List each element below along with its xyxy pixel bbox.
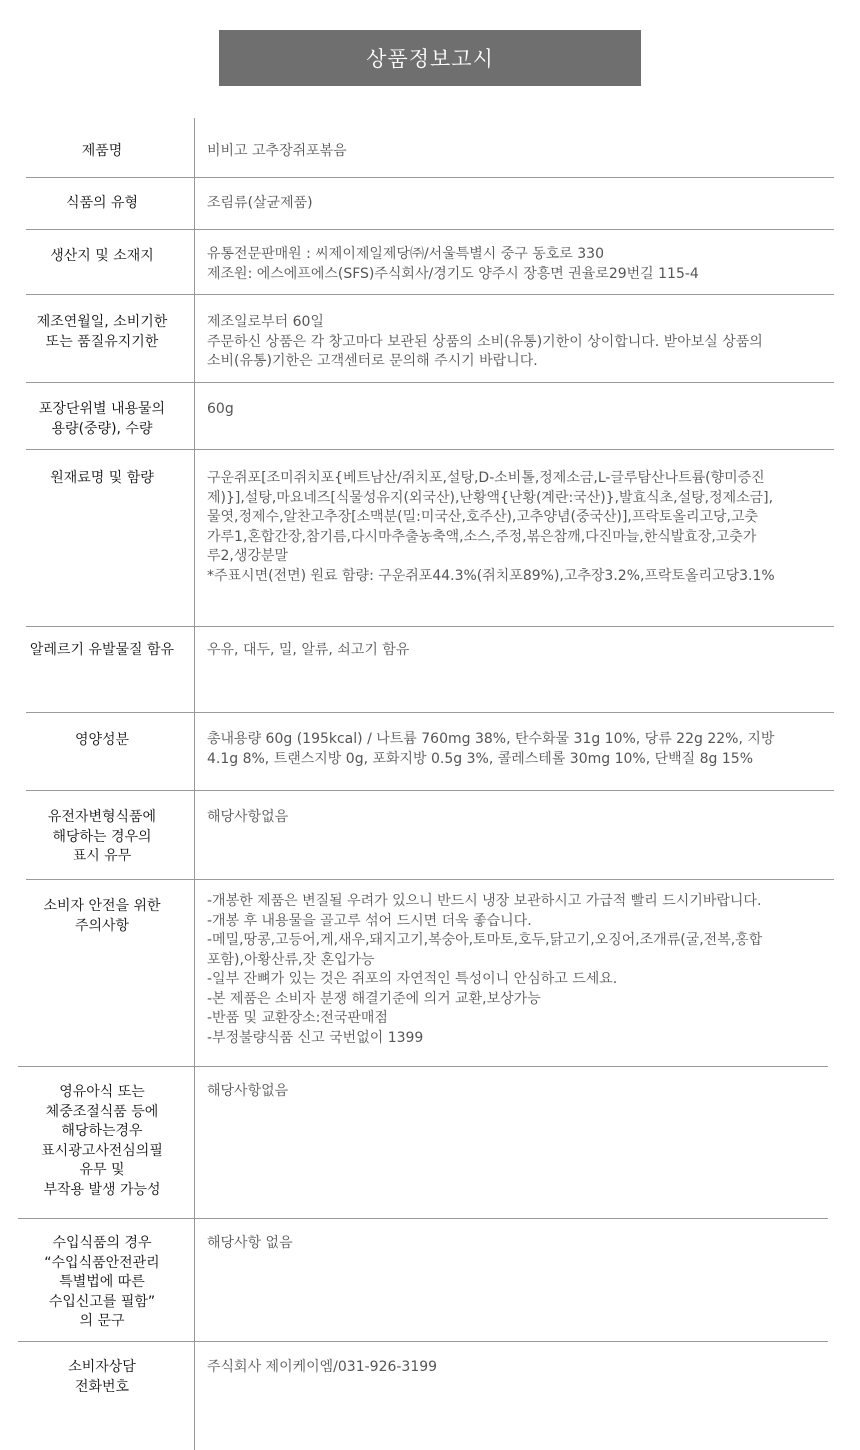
row-value-product-name: 비비고 고추장쥐포볶음 xyxy=(207,143,347,159)
row-divider xyxy=(18,1218,828,1219)
row-divider xyxy=(26,879,834,880)
row-value-gmo: 해당사항없음 xyxy=(207,809,289,825)
row-value-food-type: 조림류(살균제품) xyxy=(207,195,313,211)
row-divider xyxy=(26,294,834,295)
row-label-nutrition: 영양성분 xyxy=(74,732,130,748)
row-label-ingredients: 원재료명 및 함량 xyxy=(50,470,154,486)
row-divider xyxy=(26,449,834,450)
row-label-origin: 생산지 및 소재지 xyxy=(50,248,154,264)
row-label-food-type: 식품의 유형 xyxy=(65,195,139,211)
row-value-infant-diet: 해당사항없음 xyxy=(207,1083,289,1099)
row-divider xyxy=(18,1341,828,1342)
row-value-origin: 유통전문판매원 : 씨제이제일제당㈜/서울특별시 중구 동호로 330 제조원: 에스에프에스(SFS)주식회사/경기도 양주시 장흥면 권율로29번길 115-4 xyxy=(207,246,699,282)
column-divider xyxy=(194,118,195,1450)
row-divider xyxy=(18,1066,828,1067)
row-label-capacity: 포장단위별 내용물의 용량(중량), 수량 xyxy=(38,401,166,437)
row-divider xyxy=(26,229,834,230)
row-value-capacity: 60g xyxy=(207,401,234,417)
row-divider xyxy=(26,177,834,178)
row-value-nutrition: 총내용량 60g (195kcal) / 나트륨 760mg 38%, 탄수화물 31g 10%, 당류 22g 22%, 지방 4.1g 8%, 트랜스지방 0g, 포화지방 0.5g 3%, 콜레스테롤 30mg 10%, 단백질 8g 15% xyxy=(207,731,775,767)
row-label-allergens: 알레르기 유발물질 함유 xyxy=(29,642,175,658)
row-divider xyxy=(26,626,834,627)
row-label-infant-diet: 영유아식 또는 체중조절식품 등에 해당하는경우 표시광고사전심의필 유무 및 부작용 발생 가능성 xyxy=(41,1084,163,1198)
row-label-import: 수입식품의 경우 “수입식품안전관리 특별법에 따른 수입신고를 필함” 의 문구 xyxy=(44,1235,160,1329)
row-value-expiry: 제조일로부터 60일 주문하신 상품은 각 창고마다 보관된 상품의 소비(유통)기한이 상이합니다. 받아보실 상품의 소비(유통)기한은 고객센터로 문의해 주시기 바랍니다. xyxy=(207,314,763,369)
row-label-product-name: 제품명 xyxy=(81,143,123,159)
page-title: 상품정보고시 xyxy=(219,30,641,86)
row-value-safety: -개봉한 제품은 변질될 우려가 있으니 반드시 냉장 보관하시고 가급적 빨리 드시기바랍니다. -개봉 후 내용물을 골고루 섞어 드시면 더욱 좋습니다. -메밀,땅콩,고등어,게,새우,돼지고기,복숭아,토마토,호두,닭고기,오징어,조개류(굴,전복,홍합 포함),아황산류,잣 혼입가능 -일부 잔뼈가 있는 것은 쥐포의 자연적인 특성이니 안심하고 드세요. -본 제품은 소비자 분쟁 해결기준에 의거 교환,보상가능 -반품 및 교환장소:전국판매점 -부정불량식품 신고 국번없이 1399 xyxy=(207,893,763,1046)
row-value-contact: 주식회사 제이케이엠/031-926-3199 xyxy=(207,1359,438,1375)
row-value-allergens: 우유, 대두, 밀, 알류, 쇠고기 함유 xyxy=(207,642,410,658)
row-value-import: 해당사항 없음 xyxy=(207,1235,293,1251)
row-label-expiry: 제조연월일, 소비기한 또는 품질유지기한 xyxy=(36,314,168,350)
row-divider xyxy=(26,382,834,383)
row-divider xyxy=(26,712,834,713)
row-divider xyxy=(26,790,834,791)
row-value-ingredients: 구운쥐포[조미쥐치포{베트남산/쥐치포,설탕,D-소비톨,정제소금,L-글루탐산나트륨(향미증진 제)}],설탕,마요네즈[식물성유지(외국산),난황액{난황(계란:국산)},발효식초,설탕,정제소금], 물엿,정제수,알찬고추장[소맥분(밀:미국산,호주산),고추양념(중국산)],프락토올리고당,고춧 가루1,혼합간장,참기름,다시마추출농축액,소스,주정,볶은참깨,다진마늘,한식발효장,고춧가 루2,생강분말 *주표시면(전면) 원료 함량: 구운쥐포44.3%(쥐치포89%),고추장3.2%,프락토올리고당3.1% xyxy=(207,470,775,584)
row-label-gmo: 유전자변형식품에 해당하는 경우의 표시 유무 xyxy=(47,809,157,864)
row-label-safety: 소비자 안전을 위한 주의사항 xyxy=(43,898,161,934)
row-label-contact: 소비자상담 전화번호 xyxy=(68,1359,136,1395)
